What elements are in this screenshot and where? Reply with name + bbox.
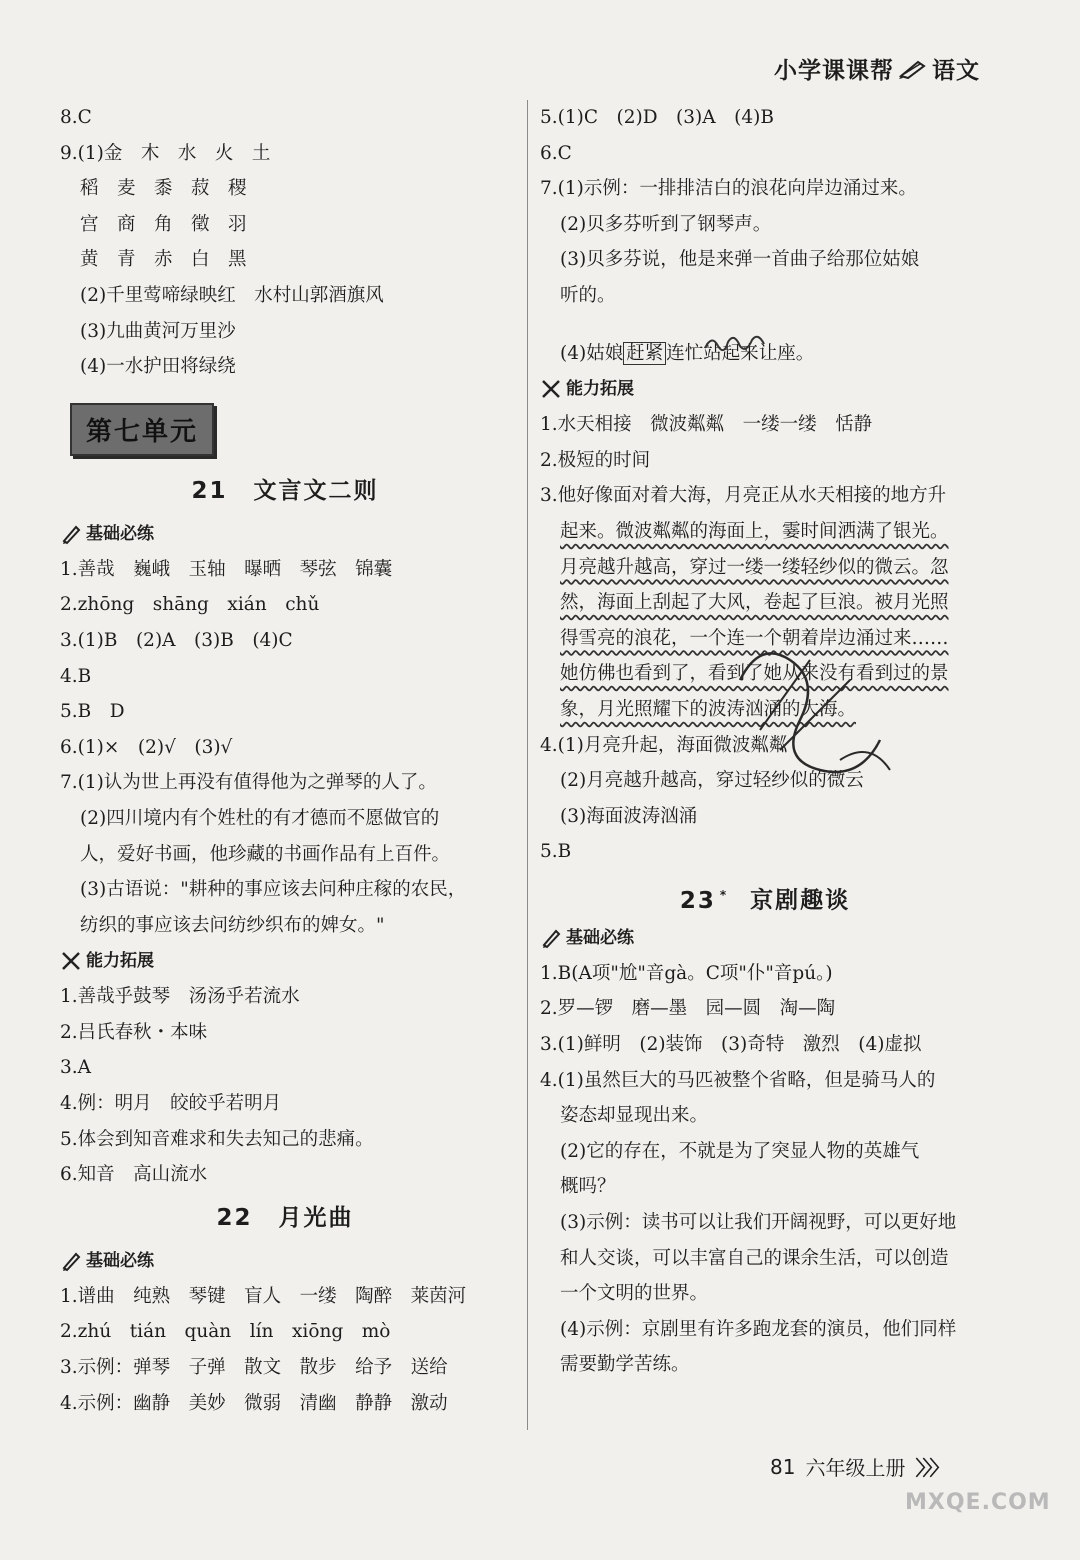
- answer-line: 纺织的事应该去问纺纱织布的婢女。": [80, 914, 385, 936]
- answer-suffix: 连忙站起来让座。: [666, 342, 815, 364]
- answer-line: 1.谱曲 纯熟 琴键 盲人 一缕 陶醉 莱茵河: [60, 1285, 467, 1307]
- handwritten-scribble: [700, 328, 770, 358]
- answer-line: 5.(1)C (2)D (3)A (4)B: [540, 107, 774, 128]
- section-heading: [60, 943, 510, 979]
- underlined-text: 起来。微波粼粼的海面上，霎时间洒满了银光。: [560, 520, 949, 542]
- section-heading: [540, 920, 990, 956]
- answer-line: [540, 585, 990, 621]
- answer-line: 黄 青 赤 白 黑: [80, 249, 247, 271]
- column-divider: [527, 100, 528, 1430]
- answer-line: 2.吕氏春秋・本味: [60, 1021, 208, 1043]
- answer-line: 7.(1)示例：一排排洁白的浪花向岸边涌过来。: [540, 178, 917, 200]
- underlined-text: 她仿佛也看到了，看到了她从来没有看到过的景: [560, 663, 949, 685]
- section-heading: [540, 371, 990, 407]
- answer-line: 7.(1)认为世上再没有值得他为之弹琴的人了。: [60, 772, 437, 794]
- answer-line: (4)一水护田将绿绕: [80, 356, 236, 378]
- answer-line: 4.B: [60, 665, 92, 687]
- answer-line: 1.B(A项"尬"音gà。C项"仆"音pú。): [540, 962, 833, 984]
- crossed-tools-icon: [540, 378, 562, 400]
- unit-title: 第七单元: [70, 403, 214, 456]
- answer-line: 和人交谈，可以丰富自己的课余生活，可以创造: [560, 1247, 949, 1269]
- answer-line: 人，爱好书画，他珍藏的书画作品有上百件。: [80, 843, 451, 865]
- answer-line: (3)贝多芬说，他是来弹一首曲子给那位姑娘: [560, 249, 920, 271]
- answer-line: 1.水天相接 微波粼粼 一缕一缕 恬静: [540, 414, 873, 436]
- answer-line: 8.C: [60, 107, 92, 128]
- answer-line: (4)示例：京剧里有许多跑龙套的演员，他们同样: [560, 1318, 957, 1340]
- answer-line: 6.知音 高山流水: [60, 1164, 208, 1186]
- answer-line: 2.zhú tián quàn lín xiōng mò: [60, 1321, 391, 1343]
- answer-line: (3)古语说："耕种的事应该去问种庄稼的农民，: [80, 879, 467, 901]
- underlined-text: 象，月光照耀下的波涛汹涌的大海。: [560, 698, 857, 720]
- answer-line: 3.(1)B (2)A (3)B (4)C: [60, 629, 293, 651]
- answer-line: 3.示例：弹琴 子弹 散文 散步 给予 送给: [60, 1357, 448, 1379]
- underlined-text: 得雪亮的浪花，一个连一个朝着岸边涌过来……: [560, 627, 949, 649]
- answer-line: [540, 692, 990, 728]
- lesson-title: [540, 870, 990, 920]
- answer-line: 5.B D: [60, 701, 125, 723]
- answer-line: [540, 550, 990, 586]
- answer-line: [540, 514, 990, 550]
- section-label: 能力拓展: [86, 951, 154, 972]
- underlined-text: 然，海面上刮起了大风，卷起了巨浪。被月光照: [560, 592, 949, 614]
- answer-line: [540, 621, 990, 657]
- lesson-name: 月光曲: [278, 1204, 354, 1231]
- section-label: 能力拓展: [566, 379, 634, 400]
- pencil-icon: [60, 523, 82, 545]
- answer-line: 2.zhōng shāng xián chǔ: [60, 594, 320, 616]
- answer-line: 6.C: [540, 142, 572, 164]
- answer-line: 2.极短的时间: [540, 449, 651, 471]
- answer-line: (3)九曲黄河万里沙: [80, 320, 236, 342]
- pen-icon: [898, 58, 928, 80]
- answer-line: (2)贝多芬听到了钢琴声。: [560, 213, 772, 235]
- lesson-title: [60, 1193, 510, 1243]
- answer-line: (2)千里莺啼绿映红 水村山郭酒旗风: [80, 284, 384, 306]
- answer-line: (2)四川境内有个姓杜的有才德而不愿做官的: [80, 807, 440, 829]
- section-label: 基础必练: [86, 1250, 154, 1271]
- lesson-name: 京剧趣谈: [750, 887, 851, 914]
- pencil-icon: [60, 1250, 82, 1272]
- lesson-name: 文言文二则: [253, 477, 379, 504]
- answer-line: 4.(1)月亮升起，海面微波粼粼: [540, 734, 788, 756]
- answer-line: 4.例：明月 皎皎乎若明月: [60, 1093, 282, 1115]
- chevrons-icon: 〉〉〉: [915, 1456, 947, 1480]
- answer-line: 4.(1)虽然巨大的马匹被整个省略，但是骑马人的: [540, 1069, 936, 1091]
- answer-line: 9.(1)金 木 水 火 土: [60, 142, 271, 164]
- answer-line: [540, 656, 990, 692]
- page-footer: [770, 1452, 946, 1481]
- answer-line: (2)月亮越升越高，穿过轻纱似的微云: [560, 770, 864, 792]
- boxed-word: 赶紧: [623, 342, 666, 365]
- answer-line: 5.体会到知音难求和失去知己的悲痛。: [60, 1128, 374, 1150]
- answer-line: 3.他好像面对着大海，月亮正从水天相接的地方升: [540, 485, 947, 507]
- answer-line: 3.A: [60, 1057, 92, 1079]
- lesson-number: 22: [216, 1204, 253, 1231]
- answer-line: 5.B: [540, 841, 572, 863]
- answer-line: 6.(1)× (2)√ (3)√: [60, 736, 233, 758]
- answer-line: 稻 麦 黍 菽 稷: [80, 178, 247, 200]
- series-title: 小学课课帮: [774, 58, 894, 84]
- underlined-text: 月亮越升越高，穿过一缕一缕轻纱似的微云。忽: [560, 556, 949, 578]
- section-label: 基础必练: [86, 523, 154, 544]
- answer-line: 听的。: [560, 284, 616, 306]
- grade-label: 六年级上册: [805, 1456, 906, 1480]
- page-number: 81: [770, 1454, 796, 1479]
- answer-line: 姿态却显现出来。: [560, 1105, 709, 1127]
- answer-line: (3)示例：读书可以让我们开阔视野，可以更好地: [560, 1212, 957, 1234]
- page-header: [774, 52, 980, 85]
- answer-line: 1.善哉 巍峨 玉轴 曝晒 琴弦 锦囊: [60, 558, 393, 580]
- pencil-icon: [540, 927, 562, 949]
- answer-line: 一个文明的世界。: [560, 1283, 709, 1305]
- section-heading: [60, 1243, 510, 1279]
- crossed-tools-icon: [60, 950, 82, 972]
- watermark: MXQE.COM: [905, 1490, 1051, 1515]
- lesson-star: *: [719, 887, 729, 902]
- left-column: [60, 100, 510, 1421]
- answer-line: 3.(1)鲜明 (2)装饰 (3)奇特 激烈 (4)虚拟: [540, 1034, 922, 1056]
- lesson-number: 21: [191, 477, 228, 504]
- subject-title: 语文: [932, 58, 980, 84]
- section-heading: [60, 516, 510, 552]
- answer-line: (3)海面波涛汹涌: [560, 805, 698, 827]
- answer-line: 宫 商 角 徵 羽: [80, 213, 247, 235]
- answer-line: (2)它的存在，不就是为了突显人物的英雄气: [560, 1140, 920, 1162]
- answer-prefix: (4)姑娘: [560, 342, 624, 364]
- answer-line: 2.罗—锣 磨—墨 园—圆 淘—陶: [540, 998, 836, 1020]
- lesson-title: [60, 466, 510, 516]
- right-column: [540, 100, 990, 1383]
- section-label: 基础必练: [566, 927, 634, 948]
- answer-line: 概吗？: [560, 1176, 616, 1198]
- answer-line: 1.善哉乎鼓琴 汤汤乎若流水: [60, 986, 300, 1008]
- lesson-number: 23: [679, 887, 716, 914]
- answer-line: 需要勤学苦练。: [560, 1354, 690, 1376]
- answer-line: 4.示例：幽静 美妙 微弱 清幽 静静 激动: [60, 1392, 448, 1414]
